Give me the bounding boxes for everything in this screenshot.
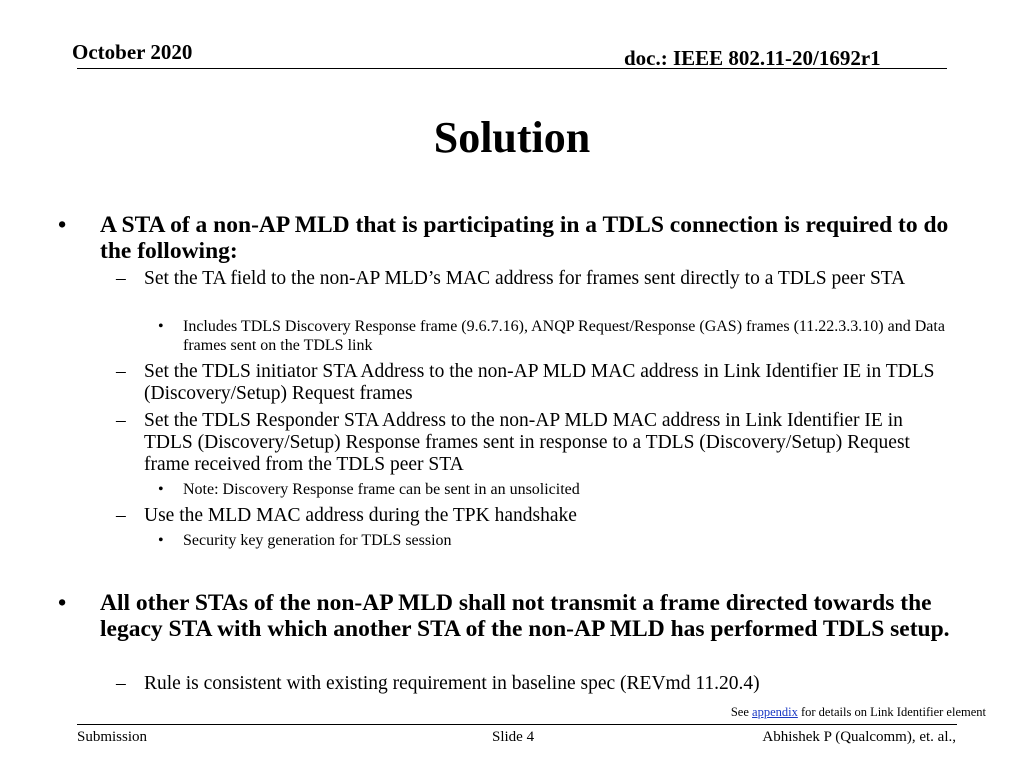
bullet-level3: Includes TDLS Discovery Response frame (9.6.7.16), ANQP Request/Response (GAS) frames (11.22.3.3.10) and Data frames sent on the TDLS link <box>183 318 945 354</box>
bullet-marker: • <box>158 481 164 498</box>
bullet-marker: • <box>158 532 164 549</box>
appendix-link[interactable]: appendix <box>752 705 798 719</box>
footer-divider <box>77 724 957 725</box>
bullet-level2: Set the TDLS Responder STA Address to the non-AP MLD MAC address in Link Identifier IE in TDLS (Discovery/Setup) Response frames sent in response to a TDLS (Discovery/Setup) Request frame received from the TDLS peer STA <box>144 410 910 475</box>
bullet-level2: Set the TDLS initiator STA Address to the non-AP MLD MAC address in Link Identifier IE in TDLS (Discovery/Setup) Request frames <box>144 361 935 404</box>
header-divider <box>77 68 947 69</box>
dash-marker: – <box>116 410 126 431</box>
header-doc-id: doc.: IEEE 802.11-20/1692r1 <box>624 46 881 70</box>
footer-author: Abhishek P (Qualcomm), et. al., <box>762 729 956 745</box>
bullet-marker: • <box>58 212 67 238</box>
bullet-level3: Note: Discovery Response frame can be sent in an unsolicited <box>183 481 580 498</box>
footer-slide-number: Slide 4 <box>492 729 535 745</box>
bullet-level1: A STA of a non-AP MLD that is participating in a TDLS connection is required to do the following: <box>100 212 949 264</box>
note-suffix: for details on Link Identifier element <box>800 705 986 719</box>
bullet-marker: • <box>58 590 67 616</box>
slide-title: Solution <box>433 113 591 162</box>
appendix-note <box>731 705 986 720</box>
dash-marker: – <box>116 268 126 289</box>
note-prefix: See <box>730 705 749 719</box>
dash-marker: – <box>116 505 126 526</box>
header-date: October 2020 <box>72 40 193 64</box>
dash-marker: – <box>116 673 126 694</box>
bullet-level1: All other STAs of the non-AP MLD shall not transmit a frame directed towards the legacy STA with which another STA of the non-AP MLD has performed TDLS setup. <box>100 590 950 642</box>
bullet-level3: Security key generation for TDLS session <box>183 532 452 549</box>
bullet-level2: Rule is consistent with existing requirement in baseline spec (REVmd 11.20.4) <box>144 673 760 694</box>
bullet-level2: Set the TA field to the non-AP MLD’s MAC address for frames sent directly to a TDLS peer STA <box>144 268 906 289</box>
bullet-marker: • <box>158 318 164 335</box>
footer-submission: Submission <box>77 729 148 745</box>
bullet-level2: Use the MLD MAC address during the TPK handshake <box>144 505 577 526</box>
dash-marker: – <box>116 361 126 382</box>
